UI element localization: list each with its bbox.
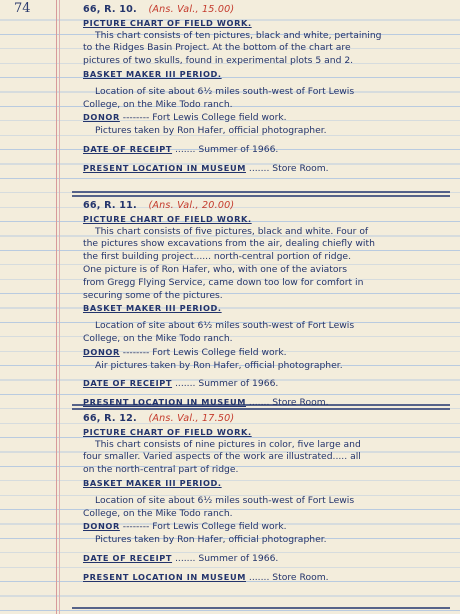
photographer-line: Air pictures taken by Ron Hafer, official photographer. <box>95 359 343 371</box>
museum-location-line: PRESENT LOCATION IN MUSEUM ....... Store Room. <box>83 162 329 174</box>
donor-label: DONOR <box>83 112 120 123</box>
receipt-value: Summer of 1966. <box>198 378 279 390</box>
museum-location-line: PRESENT LOCATION IN MUSEUM ....... Store Room. <box>83 397 329 409</box>
description-line: the first building project...... north-central portion of ridge. <box>83 251 351 263</box>
receipt-line: DATE OF RECEIPT ....... Summer of 1966. <box>83 378 279 390</box>
catalog-entry <box>83 4 453 176</box>
period: BASKET MAKER III PERIOD. <box>83 68 222 79</box>
margin-line-inner <box>59 0 60 614</box>
receipt-value: Summer of 1966. <box>198 552 279 564</box>
photographer-line: Pictures taken by Ron Hafer, official photographer. <box>95 534 327 546</box>
museum-location-line: PRESENT LOCATION IN MUSEUM ....... Store Room. <box>83 571 329 583</box>
museum-location-label: PRESENT LOCATION IN MUSEUM <box>83 571 246 582</box>
margin-line <box>56 0 57 614</box>
description-line: to the Ridges Basin Project. At the bottom of the chart are <box>83 42 351 54</box>
photographer-line: Pictures taken by Ron Hafer, official photographer. <box>95 125 327 137</box>
catalog-entry <box>83 413 453 585</box>
location-line: Location of site about 6½ miles south-west of Fort Lewis <box>95 494 355 506</box>
receipt-label: DATE OF RECEIPT <box>83 143 173 154</box>
description-line: One picture is of Ron Hafer, who, with one of the aviators <box>83 263 348 275</box>
location-line: Location of site about 6½ miles south-west of Fort Lewis <box>95 85 355 97</box>
donor-line: DONOR -------- Fort Lewis College field work. <box>83 112 287 124</box>
description-line: pictures of two skulls, found in experimental plots 5 and 2. <box>83 55 354 67</box>
appraised-value: (Ans. Val., 20.00) <box>148 200 235 211</box>
receipt-value: Summer of 1966. <box>198 143 279 155</box>
receipt-label: DATE OF RECEIPT <box>83 378 173 389</box>
description-line: securing some of the pictures. <box>83 289 223 301</box>
description-line: This chart consists of ten pictures, black and white, pertaining <box>95 29 382 41</box>
entry-title: PICTURE CHART OF FIELD WORK. <box>83 426 252 437</box>
period: BASKET MAKER III PERIOD. <box>83 477 222 488</box>
catalog-entry <box>83 200 453 410</box>
entry-divider <box>72 607 450 609</box>
museum-location-label: PRESENT LOCATION IN MUSEUM <box>83 162 246 173</box>
location-line: College, on the Mike Todo ranch. <box>83 98 233 110</box>
museum-location-label: PRESENT LOCATION IN MUSEUM <box>83 397 246 408</box>
donor-value: Fort Lewis College field work. <box>152 521 287 533</box>
description-line: This chart consists of five pictures, black and white. Four of <box>95 225 369 237</box>
entry-divider <box>72 191 450 193</box>
receipt-line: DATE OF RECEIPT ....... Summer of 1966. <box>83 552 279 564</box>
donor-label: DONOR <box>83 521 120 532</box>
location-line: College, on the Mike Todo ranch. <box>83 332 233 344</box>
entry-title: PICTURE CHART OF FIELD WORK. <box>83 17 252 28</box>
museum-location-value: Store Room. <box>272 162 329 174</box>
receipt-line: DATE OF RECEIPT ....... Summer of 1966. <box>83 143 279 155</box>
entry-header <box>83 4 453 17</box>
description-line: the pictures show excavations from the air, dealing chiefly with <box>83 238 375 250</box>
museum-location-value: Store Room. <box>272 571 329 583</box>
donor-line: DONOR -------- Fort Lewis College field work. <box>83 346 287 358</box>
entry-header <box>83 413 453 426</box>
appraised-value: (Ans. Val., 15.00) <box>148 4 235 15</box>
museum-location-value: Store Room. <box>272 397 329 409</box>
description-line: on the north-central part of ridge. <box>83 464 239 476</box>
location-line: Location of site about 6½ miles south-west of Fort Lewis <box>95 320 355 332</box>
period: BASKET MAKER III PERIOD. <box>83 303 222 314</box>
page-number: 74 <box>14 1 31 16</box>
entry-header <box>83 200 453 213</box>
location-line: College, on the Mike Todo ranch. <box>83 507 233 519</box>
receipt-label: DATE OF RECEIPT <box>83 552 173 563</box>
catalog-number: 66, R. 10. <box>83 4 137 15</box>
catalog-number: 66, R. 12. <box>83 413 137 424</box>
donor-line: DONOR -------- Fort Lewis College field work. <box>83 521 287 533</box>
donor-label: DONOR <box>83 346 120 357</box>
donor-value: Fort Lewis College field work. <box>152 112 287 124</box>
donor-value: Fort Lewis College field work. <box>152 346 287 358</box>
entry-divider <box>72 195 450 197</box>
description-line: This chart consists of nine pictures in color, five large and <box>95 438 361 450</box>
entry-title: PICTURE CHART OF FIELD WORK. <box>83 213 252 224</box>
description-line: from Gregg Flying Service, came down too low for comfort in <box>83 276 364 288</box>
appraised-value: (Ans. Val., 17.50) <box>148 413 235 424</box>
description-line: four smaller. Varied aspects of the work are illustrated..... all <box>83 451 361 463</box>
catalog-number: 66, R. 11. <box>83 200 137 211</box>
